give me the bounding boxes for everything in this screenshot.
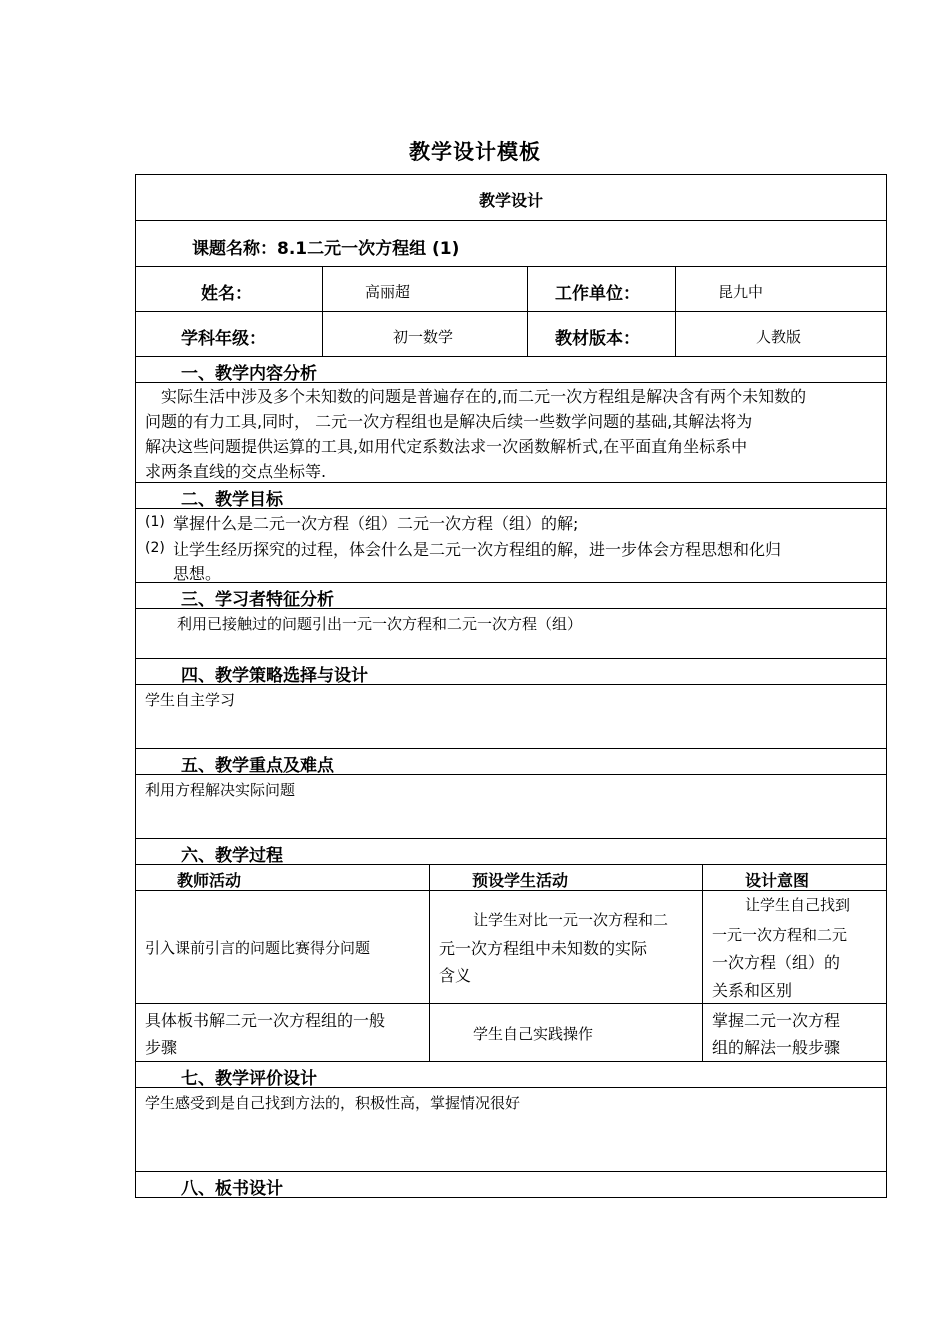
- content-analysis-line: 问题的有力工具,同时， 二元一次方程组也是解决后续一些数学问题的基础,其解法将为: [145, 412, 753, 431]
- row-divider: [135, 748, 887, 749]
- col-divider: [429, 864, 430, 1061]
- section-title-evaluation: 七、教学评价设计: [181, 1069, 317, 1089]
- subject-label: 学科年级：: [181, 329, 266, 349]
- content-analysis-line: 实际生活中涉及多个未知数的问题是普遍存在的,而二元一次方程组是解决含有两个未知数的: [161, 387, 807, 406]
- row-divider: [135, 582, 887, 583]
- lesson-plan-table: [135, 174, 887, 1198]
- row-divider: [135, 1171, 887, 1172]
- table-header: 教学设计: [478, 191, 543, 210]
- section-title-strategy: 四、教学策略选择与设计: [181, 666, 368, 686]
- learner-analysis-text: 利用已接触过的问题引出一元一次方程和二元一次方程（组）: [177, 615, 583, 633]
- row-divider: [135, 838, 887, 839]
- objective-number: (2): [145, 540, 165, 556]
- unit-label: 工作单位：: [555, 284, 640, 304]
- name-value: 高丽超: [365, 283, 411, 301]
- objective-text-continued: 思想。: [173, 564, 222, 583]
- table-border-left: [135, 174, 136, 1198]
- document-title: 教学设计模板: [409, 140, 541, 164]
- section-title-process: 六、教学过程: [181, 846, 283, 866]
- evaluation-text: 学生感受到是自己找到方法的，积极性高，掌握情况很好: [145, 1094, 521, 1112]
- section-title-content-analysis: 一、教学内容分析: [181, 364, 317, 384]
- name-label: 姓名：: [201, 284, 252, 304]
- process-design-intent: 关系和区别: [712, 981, 793, 1000]
- process-header-teacher: 教师活动: [177, 871, 242, 890]
- objective-text: 掌握什么是二元一次方程（组）二元一次方程（组）的解;: [173, 514, 579, 533]
- col-divider: [702, 864, 703, 1061]
- col-divider: [527, 266, 528, 356]
- unit-value: 昆九中: [718, 283, 764, 301]
- row-divider: [135, 1003, 887, 1004]
- row-divider: [135, 482, 887, 483]
- section-title-objectives: 二、教学目标: [181, 490, 283, 510]
- topic-title: 课题名称：8.1二元一次方程组 (1): [192, 239, 460, 259]
- process-design-intent: 让学生自己找到: [745, 896, 851, 914]
- row-divider: [135, 311, 887, 312]
- process-student-activity: 含义: [439, 966, 472, 985]
- process-student-activity: 学生自己实践操作: [473, 1025, 594, 1043]
- row-divider: [135, 1061, 887, 1062]
- process-design-intent: 掌握二元一次方程: [712, 1011, 841, 1030]
- row-divider: [135, 658, 887, 659]
- process-design-intent: 一元一次方程和二元: [712, 926, 848, 944]
- col-divider: [322, 266, 323, 356]
- table-border-right: [886, 174, 887, 1198]
- row-divider: [135, 266, 887, 267]
- row-divider: [135, 220, 887, 221]
- key-points-text: 利用方程解决实际问题: [145, 781, 296, 799]
- col-divider: [675, 266, 676, 356]
- process-teacher-activity: 引入课前引言的问题比赛得分问题: [145, 939, 371, 957]
- section-title-board-design: 八、板书设计: [181, 1179, 283, 1199]
- objective-text: 让学生经历探究的过程，体会什么是二元一次方程组的解，进一步体会方程思想和化归: [173, 540, 782, 559]
- process-header-student: 预设学生活动: [472, 871, 569, 890]
- process-student-activity: 元一次方程组中未知数的实际: [439, 939, 648, 958]
- subject-value: 初一数学: [393, 328, 454, 346]
- objective-number: (1): [145, 514, 165, 530]
- content-analysis-line: 解决这些问题提供运算的工具,如用代定系数法求一次函数解析式,在平面直角坐标系中: [145, 437, 748, 456]
- edition-value: 人教版: [756, 328, 802, 346]
- table-border-top: [135, 174, 887, 175]
- section-title-key-points: 五、教学重点及难点: [181, 756, 334, 776]
- process-student-activity: 让学生对比一元一次方程和二: [473, 911, 669, 929]
- edition-label: 教材版本：: [555, 329, 640, 349]
- row-divider: [135, 356, 887, 357]
- process-header-intent: 设计意图: [745, 871, 810, 890]
- process-teacher-activity: 步骤: [145, 1038, 178, 1057]
- process-design-intent: 一次方程（组）的: [712, 953, 841, 972]
- strategy-text: 学生自主学习: [145, 691, 236, 709]
- process-teacher-activity: 具体板书解二元一次方程组的一般: [145, 1011, 386, 1030]
- section-title-learner-analysis: 三、学习者特征分析: [181, 590, 334, 610]
- process-design-intent: 组的解法一般步骤: [712, 1038, 841, 1057]
- content-analysis-line: 求两条直线的交点坐标等.: [145, 462, 327, 481]
